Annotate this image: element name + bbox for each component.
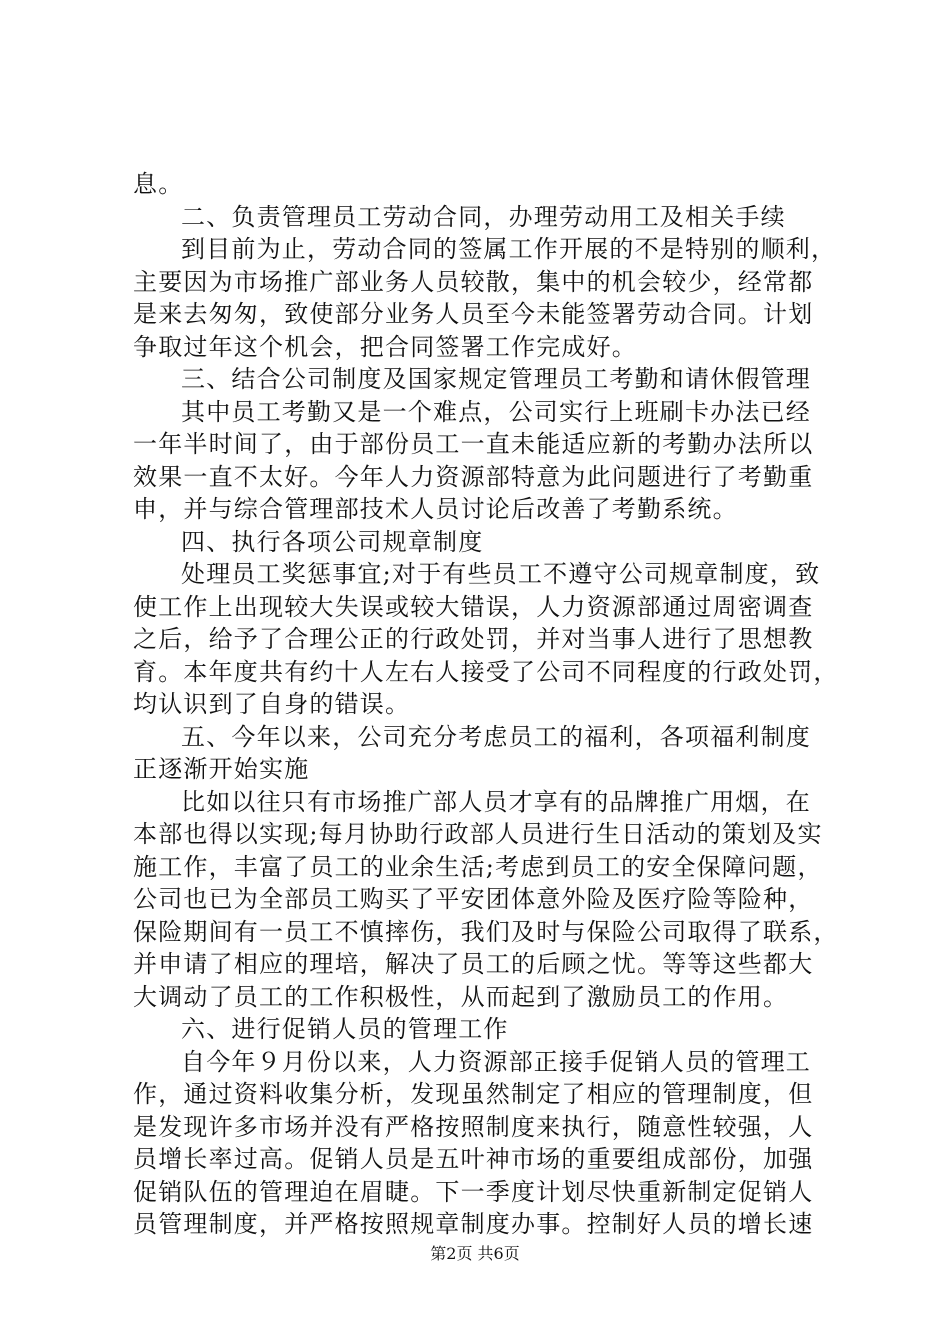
heading-line: 五、今年以来，公司充分考虑员工的福利，各项福利制度 (181, 722, 811, 751)
text-line: 到目前为止，劳动合同的签属工作开展的不是特别的顺利， (181, 235, 837, 263)
text-line: 并申请了相应的理培，解决了员工的后顾之忧。等等这些都大 (133, 950, 814, 978)
text-line: 息。 (133, 170, 184, 198)
text-line: 员管理制度，并严格按照规章制度办事。控制好人员的增长速 (133, 1210, 814, 1238)
heading-line: 二、负责管理员工劳动合同，办理劳动用工及相关手续 (181, 202, 786, 231)
heading-line: 六、进行促销人员的管理工作 (181, 1015, 509, 1043)
text-line: 处理员工奖惩事宜;对于有些员工不遵守公司规章制度，致 (181, 560, 821, 588)
heading-line: 四、执行各项公司规章制度 (181, 527, 484, 556)
text-line: 员增长率过高。促销人员是五叶神市场的重要组成部份，加强 (133, 1145, 814, 1173)
text-line: 效果一直不太好。今年人力资源部特意为此问题进行了考勤重 (133, 462, 814, 491)
heading-line: 三、结合公司制度及国家规定管理员工考勤和请休假管理 (181, 365, 811, 393)
text-line: 争取过年这个机会，把合同签署工作完成好。 (133, 332, 637, 361)
text-line: 促销队伍的管理迫在眉睫。下一季度计划尽快重新制定促销人 (133, 1177, 814, 1206)
text-line: 大调动了员工的工作积极性，从而起到了激励员工的作用。 (133, 982, 789, 1011)
text-line: 申，并与综合管理部技术人员讨论后改善了考勤系统。 (133, 495, 738, 523)
text-line: 育。本年度共有约十人左右人接受了公司不同程度的行政处罚， (133, 657, 839, 686)
text-line: 公司也已为全部员工购买了平安团体意外险及医疗险等险种， (133, 885, 814, 913)
text-line: 主要因为市场推广部业务人员较散，集中的机会较少，经常都 (133, 267, 814, 296)
text-line: 作，通过资料收集分析，发现虽然制定了相应的管理制度，但 (133, 1080, 814, 1108)
text-line: 比如以往只有市场推广部人员才享有的品牌推广用烟，在 (181, 787, 811, 816)
page-footer (0, 1241, 950, 1264)
text-line: 正逐渐开始实施 (133, 755, 310, 783)
text-line: 自今年９月份以来，人力资源部正接手促销人员的管理工 (181, 1047, 811, 1076)
text-line: 本部也得以实现;每月协助行政部人员进行生日活动的策划及实 (133, 820, 823, 848)
text-line: 施工作，丰富了员工的业余生活;考虑到员工的安全保障问题， (133, 852, 823, 881)
text-line: 是发现许多市场并没有严格按照制度来执行，随意性较强，人 (133, 1112, 814, 1141)
text-line: 之后，给予了合理公正的行政处罚，并对当事人进行了思想教 (133, 625, 814, 653)
text-line: 保险期间有一员工不慎摔伤，我们及时与保险公司取得了联系， (133, 917, 839, 946)
document-body (133, 168, 839, 1241)
text-line: 是来去匆匆，致使部分业务人员至今未能签署劳动合同。计划 (133, 300, 814, 328)
text-line: 均认识到了自身的错误。 (133, 690, 411, 718)
text-line: 其中员工考勤又是一个难点，公司实行上班刷卡办法已经 (181, 397, 811, 426)
text-line: 使工作上出现较大失误或较大错误，人力资源部通过周密调查 (133, 592, 814, 621)
text-line: 一年半时间了，由于部份员工一直未能适应新的考勤办法所以 (133, 430, 814, 458)
page-number-label: 第2页 共6页 (430, 1244, 520, 1263)
